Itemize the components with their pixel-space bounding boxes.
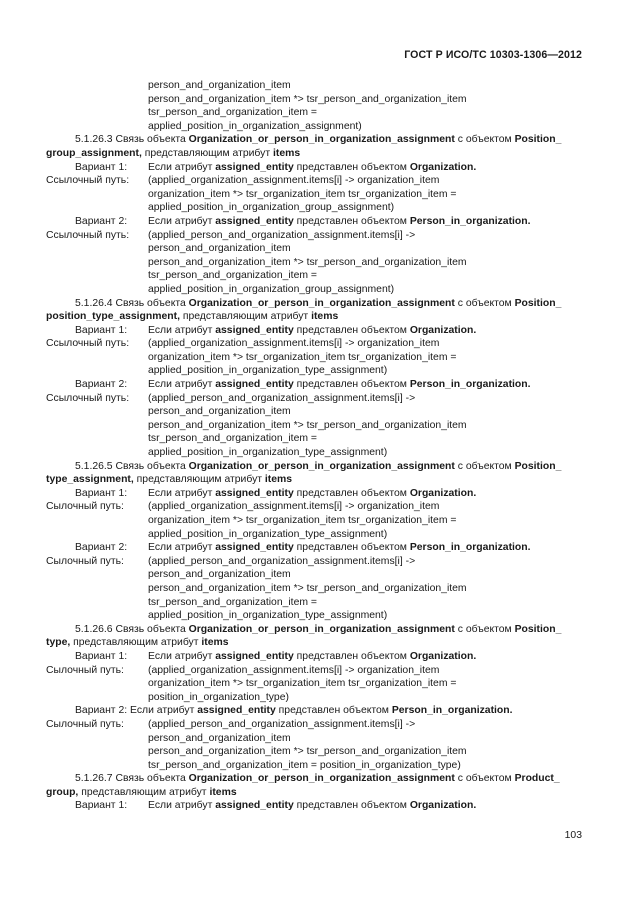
- path-line: applied_position_in_organization_type_assignment): [148, 447, 388, 459]
- path-line: person_and_organization_item: [148, 243, 291, 255]
- path-line: person_and_organization_item *> tsr_person_and_organization_item: [148, 582, 467, 594]
- path-line: applied_position_in_organization_group_assignment): [148, 202, 395, 214]
- path-line: person_and_organization_item *> tsr_person_and_organization_item: [148, 746, 467, 758]
- path-line: (applied_person_and_organization_assignment.items[i] ->: [148, 229, 416, 241]
- path-line: organization_item *> tsr_organization_item tsr_organization_item =: [148, 188, 457, 200]
- path-line: applied_position_in_organization_type_assignment): [148, 528, 388, 540]
- path-line: applied_position_in_organization_assignment): [148, 120, 362, 132]
- path-line: tsr_person_and_organization_item =: [148, 107, 317, 119]
- variant-row: [46, 215, 586, 229]
- variant-row: [46, 487, 586, 501]
- path-line: applied_position_in_organization_type_assignment): [148, 610, 388, 622]
- section-heading-cont: type_assignment, представляющим атрибут items: [46, 474, 293, 486]
- path-row: [46, 500, 586, 514]
- variant-label: Вариант 1:: [75, 800, 128, 812]
- section-heading: 5.1.26.4 Связь объекта Organization_or_person_in_organization_assignment с объектом Position_: [75, 297, 562, 309]
- variant-row: [46, 161, 586, 175]
- path-line: tsr_person_and_organization_item =: [148, 433, 317, 445]
- path-line: organization_item *> tsr_organization_item tsr_organization_item =: [148, 515, 457, 526]
- path-line: (applied_organization_assignment.items[i] -> organization_item: [148, 664, 440, 676]
- path-line: (applied_person_and_organization_assignment.items[i] ->: [148, 555, 416, 567]
- page-number: 103: [564, 830, 582, 841]
- variant-label: Вариант 1:: [75, 324, 128, 336]
- variant-label: Вариант 1:: [75, 487, 128, 499]
- variant-row: [46, 324, 586, 338]
- variant-row: [46, 378, 586, 392]
- variant-label: Вариант 1:: [75, 161, 128, 173]
- path-line: (applied_person_and_organization_assignment.items[i] ->: [148, 718, 416, 730]
- path-label: Ссылочный путь:: [46, 229, 130, 241]
- path-label: Сылочный путь:: [46, 501, 124, 513]
- path-line: position_in_organization_type): [148, 691, 289, 703]
- section-heading: 5.1.26.7 Связь объекта Organization_or_person_in_organization_assignment с объектом Product_: [75, 773, 560, 785]
- variant-label: Вариант 1:: [75, 650, 128, 662]
- variant-text: Если атрибут assigned_entity представлен объектом Organization.: [148, 161, 477, 173]
- variant-text: Если атрибут assigned_entity представлен объектом Organization.: [148, 650, 477, 662]
- path-row: [46, 174, 586, 188]
- variant-text: Если атрибут assigned_entity представлен объектом Person_in_organization.: [148, 542, 531, 554]
- path-label: Ссылочный путь:: [46, 338, 130, 350]
- variant-row: [46, 650, 586, 664]
- section-heading: 5.1.26.5 Связь объекта Organization_or_person_in_organization_assignment с объектом Position_: [75, 460, 562, 472]
- path-line: person_and_organization_item: [148, 569, 291, 581]
- path-line: (applied_organization_assignment.items[i] -> organization_item: [148, 175, 440, 187]
- path-label: Сылочный путь:: [46, 664, 124, 676]
- page-content: [46, 79, 586, 813]
- path-line: person_and_organization_item *> tsr_person_and_organization_item: [148, 419, 467, 431]
- variant-text: Если атрибут assigned_entity представлен объектом Person_in_organization.: [148, 215, 531, 227]
- path-row: [46, 337, 586, 351]
- section-heading: 5.1.26.6 Связь объекта Organization_or_person_in_organization_assignment с объектом Position_: [75, 623, 562, 635]
- section-heading-cont: group, представляющим атрибут items: [46, 786, 237, 798]
- path-line: person_and_organization_item: [148, 406, 291, 418]
- variant-row: [46, 799, 586, 813]
- path-label: Сылочный путь:: [46, 555, 124, 567]
- path-line: (applied_organization_assignment.items[i] -> organization_item: [148, 338, 440, 350]
- variant-text: Если атрибут assigned_entity представлен объектом Organization.: [148, 800, 477, 812]
- path-line: (applied_person_and_organization_assignment.items[i] ->: [148, 392, 416, 404]
- path-line: tsr_person_and_organization_item =: [148, 270, 317, 282]
- section-heading-cont: position_type_assignment, представляющим атрибут items: [46, 311, 339, 323]
- path-line: tsr_person_and_organization_item = position_in_organization_type): [148, 759, 461, 771]
- path-label: Ссылочный путь:: [46, 392, 130, 404]
- path-line: person_and_organization_item: [148, 80, 291, 91]
- variant-label: Вариант 2:: [75, 379, 128, 391]
- path-line: applied_position_in_organization_group_assignment): [148, 283, 395, 295]
- path-label: Сылочный путь:: [46, 718, 124, 730]
- path-line: applied_position_in_organization_type_assignment): [148, 365, 388, 377]
- variant-text: Если атрибут assigned_entity представлен объектом Organization.: [148, 487, 477, 499]
- section-heading-cont: type, представляющим атрибут items: [46, 637, 229, 649]
- variant-row: [46, 541, 586, 555]
- variant-text: Если атрибут assigned_entity представлен объектом Organization.: [148, 324, 477, 336]
- section-heading: 5.1.26.3 Связь объекта Organization_or_person_in_organization_assignment с объектом Position_: [75, 134, 562, 146]
- path-line: organization_item *> tsr_organization_item tsr_organization_item =: [148, 678, 457, 690]
- path-line: person_and_organization_item *> tsr_person_and_organization_item: [148, 256, 467, 268]
- path-line: person_and_organization_item *> tsr_person_and_organization_item: [148, 93, 467, 105]
- variant-label: Вариант 2:: [75, 215, 128, 227]
- path-row: [46, 229, 586, 243]
- variant-text: Если атрибут assigned_entity представлен объектом Person_in_organization.: [148, 379, 531, 391]
- path-row: [46, 555, 586, 569]
- path-row: [46, 392, 586, 406]
- variant-label: Вариант 2:: [75, 542, 128, 554]
- path-line: tsr_person_and_organization_item =: [148, 596, 317, 608]
- path-label: Ссылочный путь:: [46, 175, 130, 187]
- page-header: ГОСТ Р ИСО/ТС 10303-1306—2012: [404, 49, 582, 61]
- path-row: [46, 664, 586, 678]
- path-line: (applied_organization_assignment.items[i] -> organization_item: [148, 501, 440, 513]
- section-heading-cont: group_assignment, представляющим атрибут items: [46, 147, 301, 159]
- path-line: organization_item *> tsr_organization_item tsr_organization_item =: [148, 351, 457, 363]
- variant-label: Вариант 2:: [75, 705, 131, 717]
- path-row: [46, 718, 586, 732]
- variant-row-inline: Вариант 2: Если атрибут assigned_entity представлен объектом Person_in_organization.: [75, 705, 513, 717]
- path-line: person_and_organization_item: [148, 732, 291, 744]
